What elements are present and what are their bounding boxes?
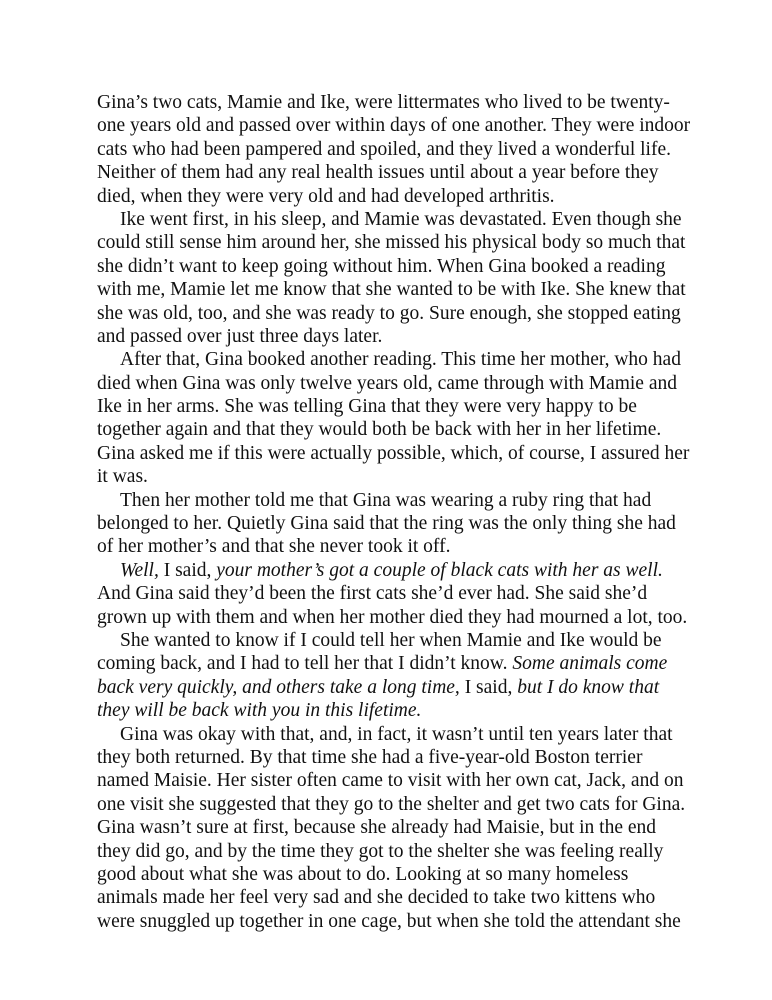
text-line: After that, Gina booked another reading. This time her mother, who had xyxy=(120,349,681,371)
paragraph xyxy=(97,208,687,348)
text-line: Gina’s two cats, Mamie and Ike, were littermates who lived to be twenty- xyxy=(97,92,670,113)
text-line: with me, Mamie let me know that she wanted to be with Ike. She knew that xyxy=(97,279,686,301)
italic-text: Some animals come xyxy=(512,653,668,675)
text-line: one visit she suggested that they go to the shelter and get two cats for Gina. xyxy=(97,793,686,815)
text-line: of her mother’s and that she never took it off. xyxy=(97,536,451,558)
italic-text: back very quickly, and others take a long time, xyxy=(97,676,460,698)
text-line: died when Gina was only twelve years old, came through with Mamie and xyxy=(97,372,677,394)
text-line: named Maisie. Her sister often came to visit with her own cat, Jack, and on xyxy=(97,770,684,792)
italic-text: they will be back with you in this lifetime. xyxy=(97,700,422,722)
text-line: she was old, too, and she was ready to go. Sure enough, she stopped eating xyxy=(97,302,681,324)
body-text xyxy=(97,91,691,933)
text-line: they both returned. By that time she had a five-year-old Boston terrier xyxy=(97,746,643,768)
text-line: Gina was okay with that, and, in fact, it wasn’t until ten years later that xyxy=(120,723,673,745)
text-line: they did go, and by the time they got to the shelter she was feeling really xyxy=(97,840,664,862)
paragraph xyxy=(97,489,687,559)
italic-text: your mother’s got a couple of black cats with her as well. xyxy=(216,559,663,581)
italic-text: Well, xyxy=(120,559,159,581)
text-line xyxy=(97,559,687,582)
text-line: one years old and passed over within days of one another. They were indoor xyxy=(97,115,691,137)
roman-text: I said, xyxy=(158,559,217,581)
text-line: were snuggled up together in one cage, but when she told the attendant she xyxy=(97,910,681,932)
paragraph xyxy=(97,91,691,208)
paragraph xyxy=(97,559,687,629)
text-line: Ike went first, in his sleep, and Mamie was devastated. Even though she xyxy=(120,208,682,230)
paragraph xyxy=(97,723,687,934)
text-line xyxy=(97,676,687,699)
text-line: could still sense him around her, she missed his physical body so much that xyxy=(97,232,686,254)
text-line: Gina wasn’t sure at first, because she already had Maisie, but in the end xyxy=(97,817,657,839)
text-line: it was. xyxy=(97,466,148,488)
text-line: cats who had been pampered and spoiled, and they lived a wonderful life. xyxy=(97,138,671,160)
roman-text: coming back, and I had to tell her that I didn’t know. xyxy=(97,653,513,675)
text-line: Ike in her arms. She was telling Gina that they were very happy to be xyxy=(97,396,637,418)
roman-text: I said, xyxy=(459,676,518,698)
text-line: good about what she was about to do. Looking at so many homeless xyxy=(97,863,629,885)
text-line: together again and that they would both be back with her in her lifetime. xyxy=(97,419,662,441)
paragraph xyxy=(97,629,687,723)
text-line: belonged to her. Quietly Gina said that the ring was the only thing she had xyxy=(97,513,676,535)
paragraph xyxy=(97,348,690,488)
text-line: And Gina said they’d been the first cats she’d ever had. She said she’d xyxy=(97,583,648,605)
text-line: she didn’t want to keep going without him. When Gina booked a reading xyxy=(97,255,666,277)
text-line: Gina asked me if this were actually possible, which, of course, I assured her xyxy=(97,442,690,464)
text-line: Then her mother told me that Gina was wearing a ruby ring that had xyxy=(120,489,652,511)
text-line: died, when they were very old and had developed arthritis. xyxy=(97,185,555,207)
text-line: and passed over just three days later. xyxy=(97,325,383,347)
italic-text: but I do know that xyxy=(517,676,660,698)
text-line xyxy=(97,699,687,722)
text-line: grown up with them and when her mother died they had mourned a lot, too. xyxy=(97,606,688,628)
text-line xyxy=(97,652,687,675)
text-line: animals made her feel very sad and she decided to take two kittens who xyxy=(97,887,656,909)
text-line: She wanted to know if I could tell her when Mamie and Ike would be xyxy=(120,629,662,651)
text-line: Neither of them had any real health issues until about a year before they xyxy=(97,162,659,184)
